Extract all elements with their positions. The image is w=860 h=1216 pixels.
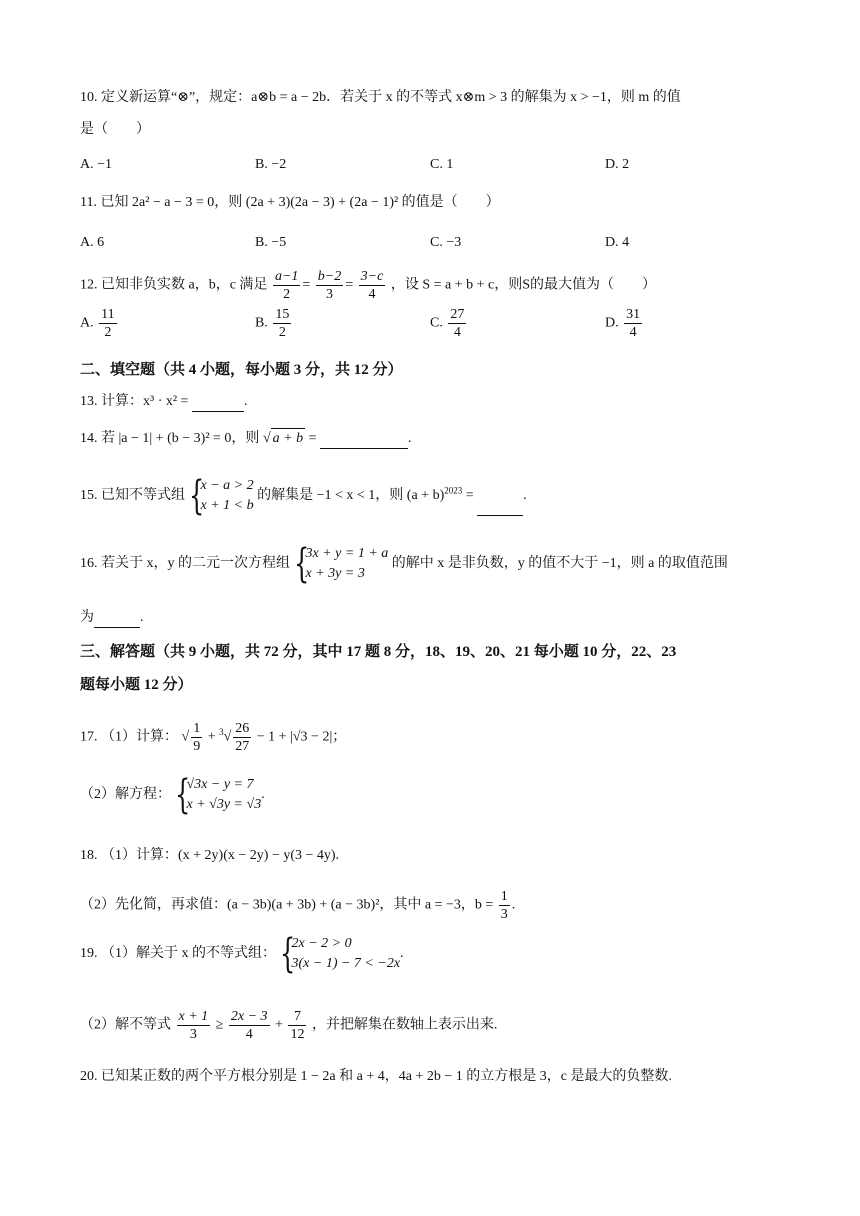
q12-frac-3: $\frac{3-c}{4}$ <box>360 269 384 302</box>
q10-option-d: D. 2 <box>605 157 630 172</box>
question-19-part1: 19. （1）解关于 x 的不等式组： { 2x − 2 > 0 3(x − 1) − 7 < −2x . <box>80 931 404 977</box>
answer-blank <box>477 501 523 516</box>
question-10-stem-cont: 是（ ） <box>80 122 150 137</box>
q12-option-c: C. $\frac{27}{4}$ <box>430 307 465 340</box>
question-15: 15. 已知不等式组 { x − a > 2 x + 1 < b 的解集是 −1 < x < 1，则 $(a + b)^{2023}$ = . <box>80 473 527 519</box>
question-13: 13. 计算：x³ · x² = . <box>80 392 247 412</box>
q17-system: { √3x − y = 7 x + √3y = √3 <box>174 772 262 818</box>
answer-blank <box>320 434 408 449</box>
q12-option-d: D. $\frac{31}{4}$ <box>605 307 641 340</box>
q11-option-a: A. 6 <box>80 235 105 250</box>
question-14: 14. 若 |a − 1| + (b − 3)² = 0，则 √ a + b = . <box>80 428 411 449</box>
q12-option-b: B. $\frac{15}{2}$ <box>255 307 290 340</box>
q19-system: { 2x − 2 > 0 3(x − 1) − 7 < −2x <box>279 931 401 977</box>
question-10-stem: 10. 定义新运算“⊗”，规定：a⊗b = a − 2b．若关于 x 的不等式 x⊗m > 3 的解集为 x > −1，则 m 的值 <box>80 90 681 105</box>
answer-blank <box>94 613 140 628</box>
question-19-part2: （2）解不等式 $\frac{x + 1}{3}$ ≥ $\frac{2x - 3}{4}$ + $\frac{7}{12}$ ，并把解集在数轴上表示出来. <box>80 1009 498 1042</box>
q12-frac-1: $\frac{a-1}{2}$ <box>274 269 299 302</box>
question-16-cont: 为 . <box>80 608 144 628</box>
question-17-part2: （2）解方程： { √3x − y = 7 x + √3y = √3 . <box>80 772 265 818</box>
question-12-stem: 12. 已知非负实数 a，b，c 满足 $\frac{a-1}{2}$ = $\frac{b-2}{3}$ = $\frac{3-c}{4}$ ，设 S = a + b + c，则S的最大值为（ ） <box>80 269 657 302</box>
section-3-heading-line1: 三、解答题（共 9 小题，共 72 分，其中 17 题 8 分，18、19、20、21 每小题 10 分，22、23 <box>80 644 677 660</box>
q10-option-c: C. 1 <box>430 157 454 172</box>
q12-option-a: A. $\frac{11}{2}$ <box>80 307 115 340</box>
section-3-heading-line2: 题每小题 12 分） <box>80 677 193 693</box>
question-20: 20. 已知某正数的两个平方根分别是 1 − 2a 和 a + 4，4a + 2b − 1 的立方根是 3，c 是最大的负整数. <box>80 1069 672 1084</box>
q10-option-a: A. −1 <box>80 157 113 172</box>
question-16: 16. 若关于 x，y 的二元一次方程组 { 3x + y = 1 + a x + 3y = 3 的解中 x 是非负数，y 的值不大于 −1，则 a 的取值范围 <box>80 541 728 587</box>
question-18-part1: 18. （1）计算：(x + 2y)(x − 2y) − y(3 − 4y). <box>80 848 340 863</box>
question-17-part1: 17. （1）计算： √ $\frac{1}{9}$ + $^3$√ $\frac{26}{27}$ − 1 + |√3 − 2|； <box>80 721 347 754</box>
q12-stem-b: ，设 S = a + b + c，则S的最大值为（ ） <box>390 277 657 293</box>
question-11-stem: 11. 已知 2a² − a − 3 = 0，则 (2a + 3)(2a − 3) + (2a − 1)² 的值是（ ） <box>80 195 500 210</box>
section-2-heading: 二、填空题（共 4 小题，每小题 3 分，共 12 分） <box>80 362 403 378</box>
question-18-part2: （2）先化简，再求值：(a − 3b)(a + 3b) + (a − 3b)²，其中 a = −3，b = $\frac{1}{3}$ . <box>80 889 516 922</box>
q10-option-b: B. −2 <box>255 157 287 172</box>
q11-option-c: C. −3 <box>430 235 462 250</box>
q15-system: { x − a > 2 x + 1 < b <box>188 473 254 519</box>
answer-blank <box>192 397 244 412</box>
q11-option-d: D. 4 <box>605 235 630 250</box>
q16-system: { 3x + y = 1 + a x + 3y = 3 <box>293 541 389 587</box>
q11-option-b: B. −5 <box>255 235 287 250</box>
q12-frac-2: $\frac{b-2}{3}$ <box>317 269 342 302</box>
q12-stem-a: 12. 已知非负实数 a，b，c 满足 <box>80 277 268 293</box>
